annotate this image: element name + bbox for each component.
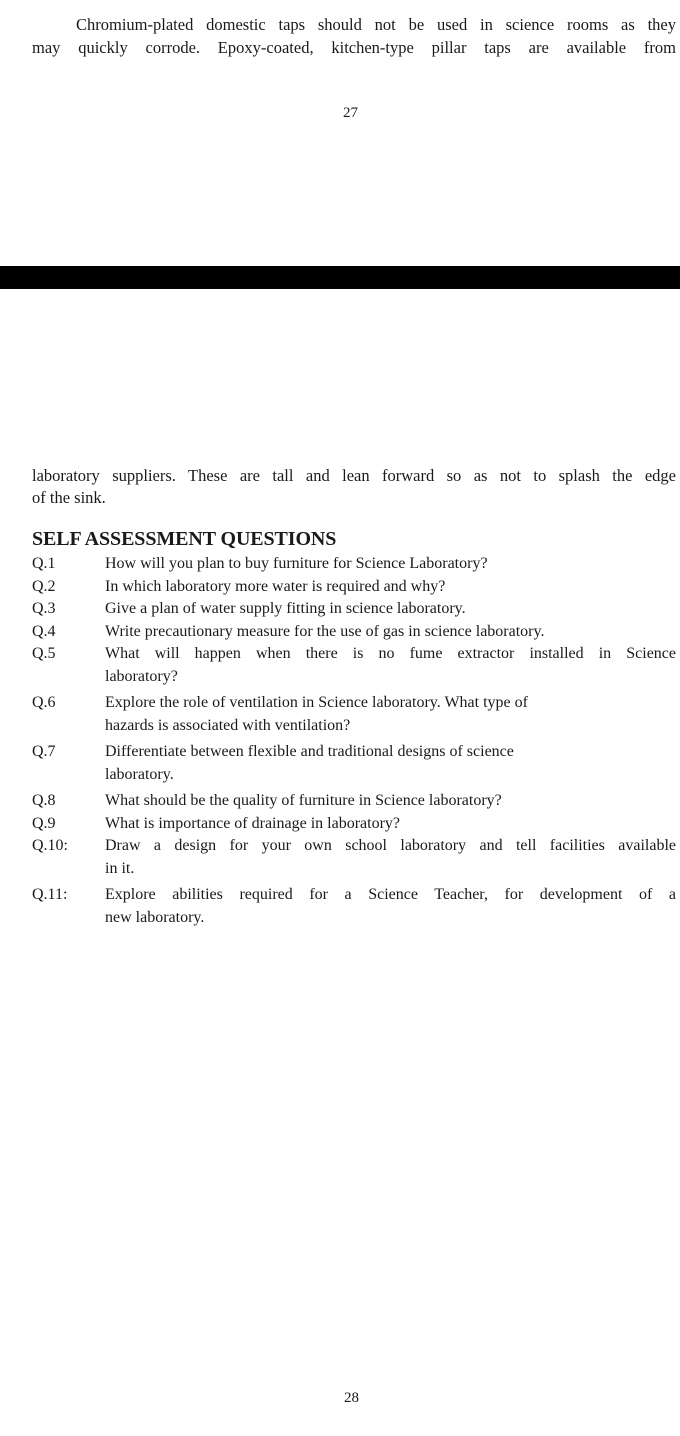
question-number: Q.1 [32,555,56,572]
question-text [105,598,676,621]
paragraph-line: may quickly corrode. Epoxy-coated, kitchen-type pillar taps are available from [32,38,676,57]
question-number: Q.9 [32,814,56,832]
question-line: What will happen when there is no fume extractor installed in Science [105,645,676,662]
question-number: Q.2 [32,577,56,595]
question-text [105,884,676,929]
question-text [105,692,676,737]
page-divider [0,266,680,289]
question-line: new laboratory. [105,908,205,926]
question-line: in it. [105,859,135,877]
question-number: Q.6 [32,694,56,711]
question-item [32,790,676,813]
question-item [32,553,676,576]
section-heading: SELF ASSESSMENT QUESTIONS [32,528,337,550]
question-number: Q.8 [32,792,56,809]
paragraph-line: Chromium-plated domestic taps should not be used in science rooms as they [76,15,676,34]
question-line: Explore the role of ventilation in Science laboratory. What type of [105,694,528,711]
question-number: Q.5 [32,645,56,662]
question-text [105,813,676,836]
question-line: Differentiate between flexible and traditional designs of science [105,743,514,760]
question-item [32,598,676,621]
question-line: Give a plan of water supply fitting in science laboratory. [105,600,466,617]
question-number: Q.3 [32,600,56,617]
question-item [32,813,676,836]
question-text [105,643,676,688]
question-text [105,790,676,813]
question-text [105,835,676,880]
question-line: hazards is associated with ventilation? [105,716,351,734]
question-list [32,553,676,929]
question-line: What is importance of drainage in laboratory? [105,814,400,832]
question-text [105,553,676,576]
question-item [32,576,676,599]
paragraph-line: of the sink. [32,488,106,507]
question-number: Q.10: [32,837,68,854]
question-item [32,884,676,929]
question-item [32,692,676,737]
question-line: How will you plan to buy furniture for Science Laboratory? [105,555,488,572]
question-number: Q.11: [32,886,68,903]
question-line: laboratory? [105,667,178,685]
question-line: Write precautionary measure for the use of gas in science laboratory. [105,622,545,640]
question-text [105,621,676,644]
question-line: Explore abilities required for a Science Teacher, for development of a [105,886,676,903]
question-line: What should be the quality of furniture in Science laboratory? [105,792,502,809]
question-line: Draw a design for your own school laboratory and tell facilities available [105,837,676,854]
question-item [32,835,676,880]
question-item [32,643,676,688]
question-item [32,741,676,786]
question-line: In which laboratory more water is required and why? [105,577,446,595]
question-line: laboratory. [105,765,174,783]
question-number: Q.4 [32,622,56,640]
question-item [32,621,676,644]
paragraph-line: laboratory suppliers. These are tall and lean forward so as not to splash the edge [32,466,676,485]
question-text [105,741,676,786]
page-number: 28 [344,1390,359,1406]
question-number: Q.7 [32,743,56,760]
page-number: 27 [343,105,358,121]
question-text [105,576,676,599]
